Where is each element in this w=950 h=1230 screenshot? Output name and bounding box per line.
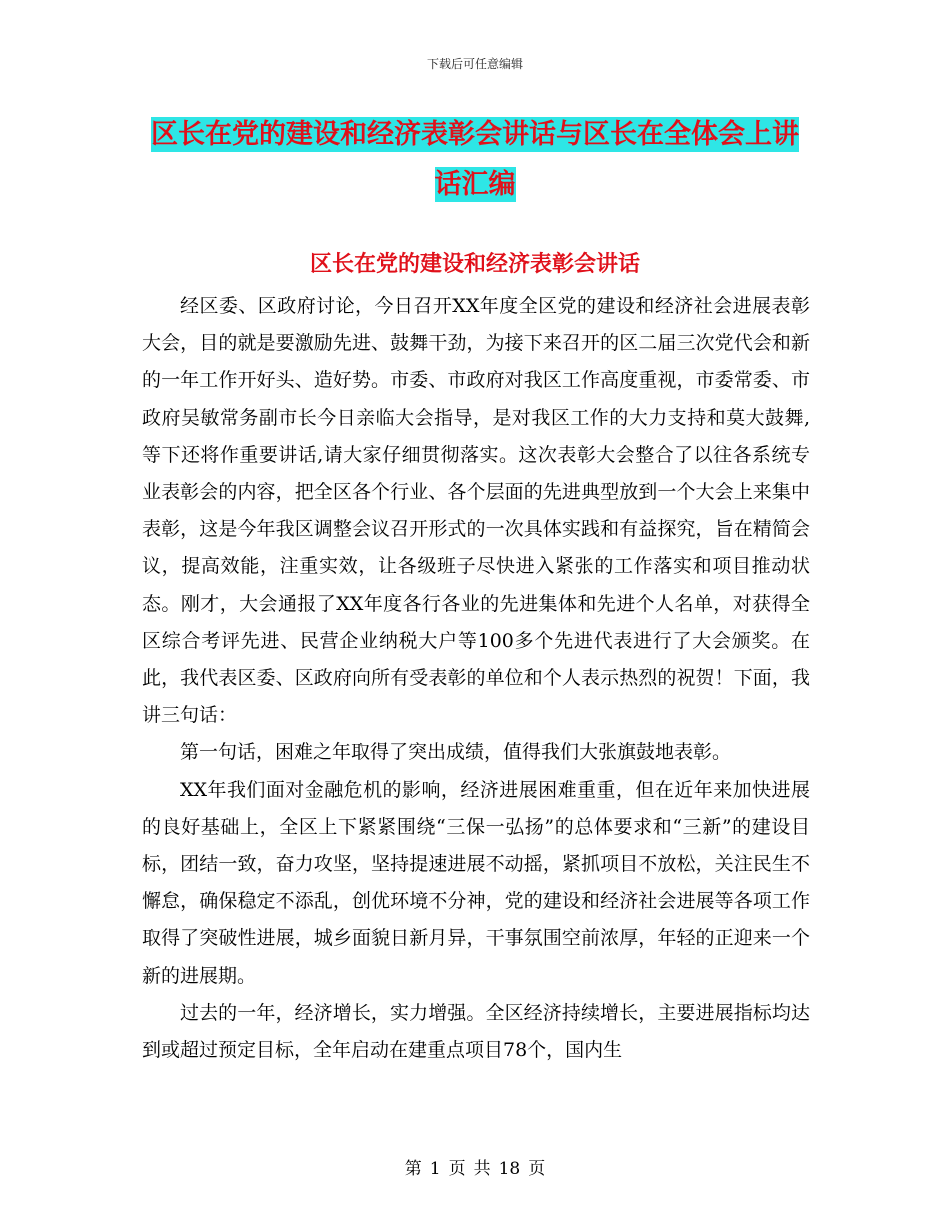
document-title [140, 110, 810, 210]
document-title-text: 区长在党的建设和经济表彰会讲话与区长在全体会上讲话汇编 [151, 119, 799, 200]
footer-page-number: 1 [429, 1159, 441, 1179]
paragraph: 过去的一年，经济增长，实力增强。全区经济持续增长，主要进展指标均达到或超过预定目标，全年启动在建重点项目78个，国内生 [142, 1001, 810, 1062]
paragraph: 第一句话，困难之年取得了突出成绩，值得我们大张旗鼓地表彰。 [180, 741, 732, 764]
footer-total-pages: 18 [498, 1159, 521, 1179]
footer-page-label: 页 [448, 1159, 466, 1179]
document-body [142, 288, 810, 1069]
section-title: 区长在党的建设和经济表彰会讲话 [309, 251, 640, 277]
page-footer [0, 1154, 950, 1179]
footer-total-label: 共 [473, 1159, 491, 1179]
header-note: 下载后可任意编辑 [426, 57, 523, 71]
footer-prefix: 第 [404, 1159, 422, 1179]
paragraph: 经区委、区政府讨论，今日召开XX年度全区党的建设和经济社会进展表彰大会，目的就是要激励先进、鼓舞干劲，为接下来召开的区二届三次党代会和新的一年工作开好头、造好势。市委、市政府对我区工作高度重视，市委常委、市政府吴敏常务副市长今日亲临大会指导，是对我区工作的大力支持和莫大鼓舞,等下还将作重要讲话,请大家仔细贯彻落实。这次表彰大会整合了以往各系统专业表彰会的内容，把全区各个行业、各个层面的先进典型放到一个大会上来集中表彰，这是今年我区调整会议召开形式的一次具体实践和有益探究，旨在精简会议，提高效能，注重实效，让各级班子尽快进入紧张的工作落实和项目推动状态。刚才，大会通报了XX年度各行各业的先进集体和先进个人名单，对获得全区综合考评先进、民营企业纳税大户等100多个先进代表进行了大会颁奖。在此，我代表区委、区政府向所有受表彰的单位和个人表示热烈的祝贺！下面，我讲三句话： [142, 295, 810, 727]
paragraph: XX年我们面对金融危机的影响，经济进展困难重重，但在近年来加快进展的良好基础上，全区上下紧紧围绕“三保一弘扬”的总体要求和“三新”的建设目标，团结一致，奋力攻坚，坚持提速进展不动摇，紧抓项目不放松，关注民生不懈怠，确保稳定不添乱，创优环境不分神，党的建设和经济社会进展等各项工作取得了突破性进展，城乡面貌日新月异，干事氛围空前浓厚，年轻的正迎来一个新的进展期。 [142, 778, 810, 987]
footer-suffix: 页 [528, 1159, 546, 1179]
